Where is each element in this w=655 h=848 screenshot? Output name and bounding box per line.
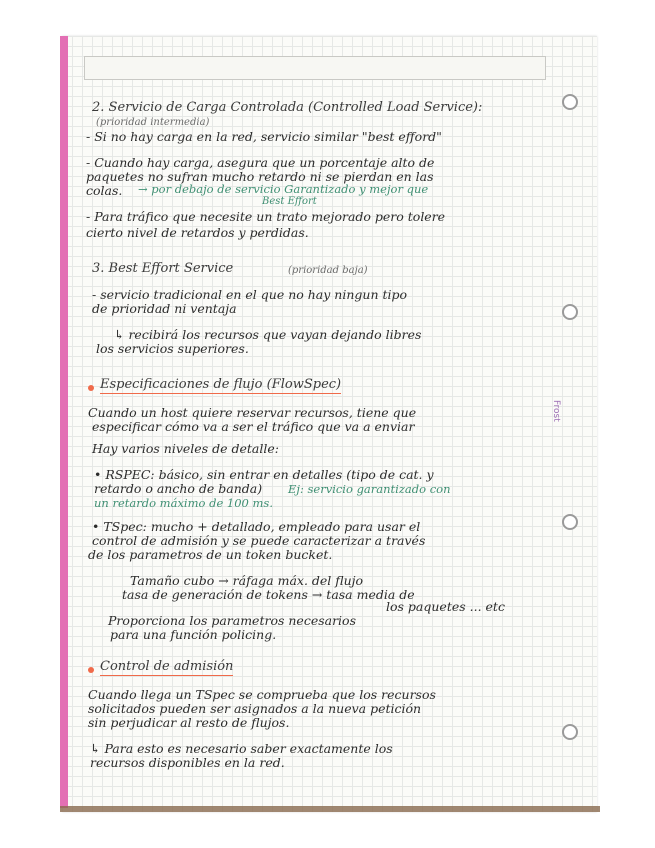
rspec-line2: retardo o ancho de banda) [94, 481, 263, 496]
binder-hole-icon [562, 514, 578, 530]
binder-hole-icon [562, 304, 578, 320]
section3-subtitle: (prioridad baja) [288, 265, 368, 276]
bullet-icon [88, 667, 94, 673]
flow-line2: especificar cómo va a ser el tráfico que va a enviar [92, 419, 415, 434]
section2-line4a: colas. [86, 183, 123, 198]
bullet-icon [88, 385, 94, 391]
section2-line7: cierto nivel de retardos y perdidas. [86, 225, 309, 240]
flow-title [100, 378, 341, 392]
section3-line4: los servicios superiores. [96, 341, 249, 356]
admission-line4: ↳ Para esto es necesario saber exactamente los [90, 741, 393, 756]
tspec-sub2: tasa de generación de tokens → tasa media de [122, 587, 415, 602]
page-bottom-edge [60, 806, 600, 812]
tspec-line2: control de admisión y se puede caracterizar a través [92, 533, 426, 548]
section3-line1: - servicio tradicional en el que no hay ningun tipo [92, 287, 408, 302]
tspec-sub3: los paquetes ... etc [386, 599, 505, 614]
tspec-line1: • TSpec: mucho + detallado, empleado para usar el [92, 519, 421, 534]
section2-line6: - Para tráfico que necesite un trato mejorado pero tolere [86, 209, 446, 224]
section2-note: → por debajo de servicio Garantizado y mejor que [138, 182, 429, 196]
section2-line1: - Si no hay carga en la red, servicio similar "best efford" [86, 129, 442, 144]
page-margin-strip [60, 36, 68, 808]
header-box [84, 56, 546, 80]
section2-line2: - Cuando hay carga, asegura que un porcentaje alto de [86, 155, 435, 170]
tspec-sub4: Proporciona los parametros necesarios [108, 613, 356, 628]
flow-line3: Hay varios niveles de detalle: [92, 441, 279, 456]
binder-hole-icon [562, 724, 578, 740]
rspec-example-cont: un retardo máximo de 100 ms. [94, 496, 273, 510]
flow-title-text: Especificaciones de flujo (FlowSpec) [100, 377, 342, 392]
tspec-sub1: Tamaño cubo → ráfaga máx. del flujo [130, 573, 364, 588]
admission-line1: Cuando llega un TSpec se comprueba que los recursos [88, 687, 436, 702]
flow-line1: Cuando un host quiere reservar recursos, tiene que [88, 405, 417, 420]
admission-title [100, 660, 233, 674]
section2-subtitle: (prioridad intermedia) [96, 117, 210, 128]
section2-title: 2. Servicio de Carga Controlada (Controlled Load Service): [92, 100, 483, 115]
admission-line3: sin perjudicar al resto de flujos. [88, 715, 290, 730]
tspec-line3: de los parametros de un token bucket. [88, 547, 333, 562]
admission-title-text: Control de admisión [100, 659, 234, 674]
admission-line5: recursos disponibles en la red. [90, 755, 285, 770]
section3-line3: ↳ recibirá los recursos que vayan dejando libres [114, 327, 422, 342]
brand-watermark: Frost [551, 400, 561, 422]
section3-title: 3. Best Effort Service [92, 261, 234, 276]
admission-line2: solicitados pueden ser asignados a la nueva petición [88, 701, 422, 716]
binder-hole-icon [562, 94, 578, 110]
rspec-line1: • RSPEC: básico, sin entrar en detalles (tipo de cat. y [94, 467, 434, 482]
section2-note-cont: Best Effort [262, 196, 317, 207]
tspec-sub5: para una función policing. [110, 627, 277, 642]
section3-line2: de prioridad ni ventaja [92, 301, 237, 316]
rspec-example: Ej: servicio garantizado con [288, 482, 451, 496]
section2-line3: paquetes no sufran mucho retardo ni se pierdan en las [86, 169, 434, 184]
